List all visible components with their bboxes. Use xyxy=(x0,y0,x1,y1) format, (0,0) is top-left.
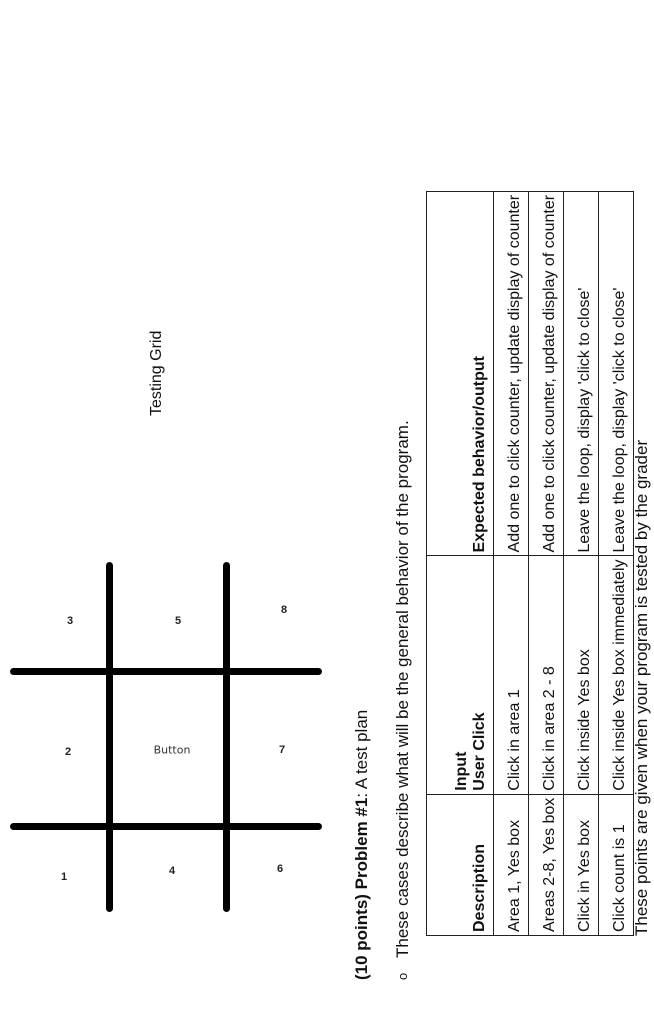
cell-input: Click inside Yes box xyxy=(564,556,599,794)
cell-expected: Leave the loop, display 'click to close' xyxy=(599,191,634,556)
cell-input: Click in area 1 xyxy=(494,556,529,794)
grid-area-label-6: 6 xyxy=(276,863,284,875)
grid-area-label-8: 8 xyxy=(280,604,288,616)
cell-expected: Add one to click counter, update display of counter xyxy=(494,191,529,556)
cell-description: Click count is 1 xyxy=(599,794,634,935)
problem-heading-bold: (10 points) Problem #1 xyxy=(352,797,371,980)
table-row xyxy=(529,191,564,935)
grid-button-label: Button xyxy=(153,743,191,757)
header-description: Description xyxy=(427,794,494,935)
grading-note: These points are given when your program is tested by the grader xyxy=(632,439,651,936)
table-row xyxy=(494,191,529,935)
bullet-marker: o xyxy=(395,972,410,980)
header-input-line2: User Click xyxy=(471,712,488,791)
test-plan-table xyxy=(426,191,634,936)
testing-grid-title: Testing Grid xyxy=(148,330,165,416)
cell-expected: Leave the loop, display 'click to close' xyxy=(564,191,599,556)
cell-expected: Add one to click counter, update display of counter xyxy=(529,191,564,556)
cell-input: Click in area 2 - 8 xyxy=(529,556,564,794)
header-expected: Expected behavior/output xyxy=(427,191,494,556)
grid-line-vertical-right xyxy=(10,668,322,675)
cell-description: Area 1, Yes box xyxy=(494,794,529,935)
grid-area-label-3: 3 xyxy=(66,615,74,627)
header-input-line1: Input xyxy=(453,751,470,791)
cell-description: Click in Yes box xyxy=(564,794,599,935)
grid-area-label-7: 7 xyxy=(278,744,286,756)
grid-line-horizontal-bottom xyxy=(223,562,230,912)
table-row xyxy=(564,191,599,935)
grid-line-vertical-left xyxy=(10,823,322,830)
grid-area-label-5: 5 xyxy=(174,615,182,627)
table-header-row xyxy=(427,191,494,935)
table-row xyxy=(599,191,634,935)
cell-input: Click inside Yes box immediately xyxy=(599,556,634,794)
grid-area-label-2: 2 xyxy=(64,746,72,758)
problem-heading xyxy=(352,710,372,980)
cell-description: Areas 2-8, Yes box xyxy=(529,794,564,935)
bullet-text: These cases describe what will be the general behavior of the program. xyxy=(393,420,412,958)
header-input xyxy=(427,556,494,794)
grid-area-label-4: 4 xyxy=(168,865,176,877)
problem-heading-rest: : A test plan xyxy=(352,709,371,798)
grid-area-label-1: 1 xyxy=(60,871,68,883)
grid-line-horizontal-top xyxy=(106,562,113,912)
